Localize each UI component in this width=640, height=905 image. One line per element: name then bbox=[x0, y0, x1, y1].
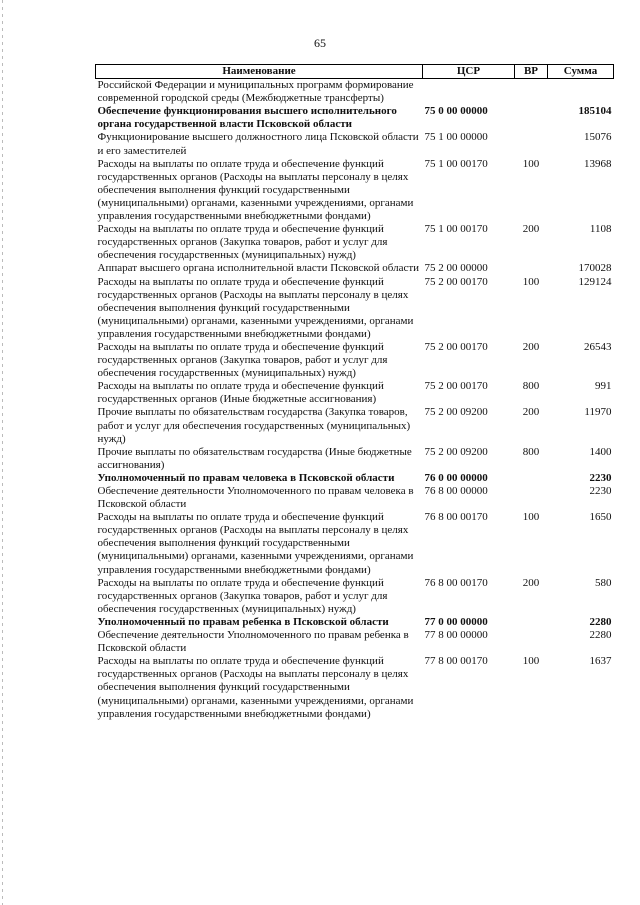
row-sum bbox=[548, 79, 614, 106]
page-number: 65 bbox=[314, 36, 326, 50]
row-vr: 800 bbox=[522, 445, 540, 458]
row-csr bbox=[423, 79, 515, 106]
row-vr bbox=[515, 105, 548, 131]
row-name: Аппарат высшего органа исполнительной власти Псковской области bbox=[97, 262, 420, 275]
row-vr: 200 bbox=[522, 223, 540, 236]
header-csr: ЦСР bbox=[423, 65, 515, 79]
row-vr: 100 bbox=[522, 511, 540, 524]
row-vr: 100 bbox=[522, 655, 540, 668]
row-name: Прочие выплаты по обязательствам государства (Закупка товаров, работ и услуг для обеспечения государственных (муниципальных) нужд) bbox=[97, 406, 411, 445]
row-vr: 100 bbox=[522, 157, 540, 170]
row-sum: 1650 bbox=[589, 511, 612, 524]
row-sum: 129124 bbox=[578, 275, 612, 288]
row-csr: 75 1 00 00000 bbox=[424, 131, 488, 144]
row-vr bbox=[515, 472, 548, 485]
header-name: Наименование bbox=[96, 65, 423, 79]
row-sum: 13968 bbox=[584, 157, 612, 170]
table-row bbox=[96, 158, 614, 223]
row-csr: 75 2 00 09200 bbox=[424, 445, 488, 458]
table-row bbox=[96, 262, 614, 275]
row-vr bbox=[515, 616, 548, 629]
row-sum: 2230 bbox=[589, 471, 612, 484]
row-name: Расходы на выплаты по оплате труда и обеспечение функций государственных органов (Расходы на выплаты персоналу в целях обеспечения выполнения функций государственными (муниципальными) органами, казенными учреждениями, органами управления государственными внебюджетными фондами) bbox=[97, 655, 414, 720]
row-csr: 77 0 00 00000 bbox=[424, 615, 488, 628]
row-name: Уполномоченный по правам ребенка в Псковской области bbox=[97, 615, 389, 628]
row-sum: 2230 bbox=[589, 485, 612, 497]
table-row bbox=[96, 380, 614, 406]
row-csr: 75 2 00 00170 bbox=[424, 380, 488, 393]
row-name: Расходы на выплаты по оплате труда и обеспечение функций государственных органов (Закупка товаров, работ и услуг для обеспечения государственных (муниципальных) нужд) bbox=[97, 223, 388, 262]
row-vr: 200 bbox=[522, 576, 540, 589]
row-sum: 1108 bbox=[589, 223, 612, 236]
row-sum: 11970 bbox=[584, 406, 612, 419]
row-sum: 1637 bbox=[589, 655, 612, 668]
row-vr bbox=[515, 79, 548, 106]
table-row bbox=[96, 511, 614, 576]
row-csr: 75 1 00 00170 bbox=[424, 223, 488, 236]
row-csr: 76 8 00 00170 bbox=[424, 576, 488, 589]
row-sum: 1400 bbox=[589, 445, 612, 458]
row-csr: 75 2 00 00170 bbox=[424, 340, 488, 353]
row-csr: 76 0 00 00000 bbox=[424, 471, 488, 484]
header-sum: Сумма bbox=[548, 65, 614, 79]
row-vr: 200 bbox=[522, 406, 540, 419]
row-name: Расходы на выплаты по оплате труда и обеспечение функций государственных органов (Иные бюджетные ассигнования) bbox=[97, 380, 384, 406]
row-vr bbox=[515, 629, 548, 655]
table-row bbox=[96, 616, 614, 629]
row-name: Прочие выплаты по обязательствам государства (Иные бюджетные ассигнования) bbox=[97, 445, 412, 471]
row-name: Обеспечение деятельности Уполномоченного по правам ребенка в Псковской области bbox=[97, 629, 409, 655]
row-sum: 580 bbox=[595, 576, 612, 589]
row-name: Обеспечение функционирования высшего исполнительного органа государственной власти Псковской области bbox=[97, 105, 397, 131]
table-row bbox=[96, 276, 614, 341]
row-vr bbox=[515, 485, 548, 511]
row-vr: 800 bbox=[522, 380, 540, 393]
budget-table bbox=[95, 64, 614, 721]
table-row bbox=[96, 79, 614, 106]
row-csr: 75 2 00 09200 bbox=[424, 406, 488, 419]
table-row bbox=[96, 131, 614, 157]
table-row bbox=[96, 655, 614, 720]
row-csr: 75 2 00 00000 bbox=[424, 262, 488, 275]
row-csr: 75 1 00 00170 bbox=[424, 157, 488, 170]
table-row bbox=[96, 406, 614, 445]
row-name: Расходы на выплаты по оплате труда и обеспечение функций государственных органов (Расходы на выплаты персоналу в целях обеспечения выполнения функций государственными (муниципальными) органами, казенными учреждениями, органами управления государственными внебюджетными фондами) bbox=[97, 511, 414, 576]
table-header bbox=[96, 65, 614, 79]
header-row bbox=[96, 65, 614, 79]
row-csr: 76 8 00 00170 bbox=[424, 511, 488, 524]
table-row bbox=[96, 485, 614, 511]
row-name: Расходы на выплаты по оплате труда и обеспечение функций государственных органов (Расходы на выплаты персоналу в целях обеспечения выполнения функций государственными (муниципальными) органами, казенными учреждениями, органами управления государственными внебюджетными фондами) bbox=[97, 157, 414, 223]
table-row bbox=[96, 446, 614, 472]
header-vr: ВР bbox=[515, 65, 548, 79]
row-sum: 185104 bbox=[578, 105, 612, 118]
table-row bbox=[96, 629, 614, 655]
row-name: Обеспечение деятельности Уполномоченного по правам человека в Псковской области bbox=[97, 485, 414, 511]
row-sum: 2280 bbox=[589, 629, 612, 642]
row-vr bbox=[515, 262, 548, 275]
row-sum: 2280 bbox=[589, 615, 612, 628]
row-name: Уполномоченный по правам человека в Псковской области bbox=[97, 471, 395, 484]
row-name: Функционирование высшего должностного лица Псковской области и его заместителей bbox=[97, 131, 419, 157]
row-csr: 75 0 00 00000 bbox=[424, 105, 488, 118]
table-row bbox=[96, 341, 614, 380]
row-sum: 170028 bbox=[578, 262, 612, 275]
page-edge bbox=[2, 0, 3, 905]
table-row bbox=[96, 577, 614, 616]
row-name: Расходы на выплаты по оплате труда и обеспечение функций государственных органов (Расходы на выплаты персоналу в целях обеспечения выполнения функций государственными (муниципальными) органами, казенными учреждениями, органами управления государственными внебюджетными фондами) bbox=[97, 275, 414, 340]
row-vr: 100 bbox=[522, 275, 540, 288]
row-vr bbox=[515, 131, 548, 157]
row-csr: 77 8 00 00000 bbox=[424, 629, 488, 642]
table-body bbox=[96, 79, 614, 721]
table-row bbox=[96, 472, 614, 485]
row-sum: 991 bbox=[595, 380, 612, 393]
row-sum: 26543 bbox=[584, 340, 612, 353]
row-sum: 15076 bbox=[584, 131, 612, 144]
row-name: Расходы на выплаты по оплате труда и обеспечение функций государственных органов (Закупка товаров, работ и услуг для обеспечения государственных (муниципальных) нужд) bbox=[97, 576, 388, 615]
table-row bbox=[96, 105, 614, 131]
table-row bbox=[96, 223, 614, 262]
row-name: Российской Федерации и муниципальных программ формирование современной городской среды (Межбюджетные трансферты) bbox=[97, 79, 414, 105]
row-csr: 76 8 00 00000 bbox=[424, 485, 488, 497]
row-vr: 200 bbox=[522, 340, 540, 353]
row-name: Расходы на выплаты по оплате труда и обеспечение функций государственных органов (Закупка товаров, работ и услуг для обеспечения государственных (муниципальных) нужд) bbox=[97, 340, 388, 380]
row-csr: 75 2 00 00170 bbox=[424, 275, 488, 288]
row-csr: 77 8 00 00170 bbox=[424, 655, 488, 668]
